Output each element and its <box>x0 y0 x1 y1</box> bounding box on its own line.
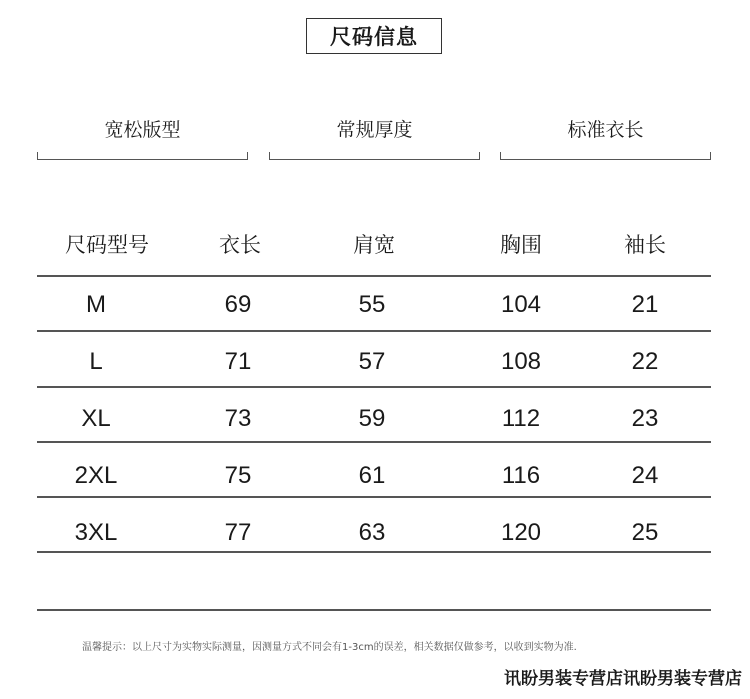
table-divider <box>37 441 711 443</box>
cell-shoulder: 55 <box>358 291 386 318</box>
cell-shoulder: 63 <box>358 519 386 546</box>
cell-sleeve: 22 <box>631 348 659 375</box>
measurement-note: 温馨提示：以上尺寸为实物实际测量，因测量方式不同会有1-3cm的误差，相关数据仅做参考，以收到实物为准. <box>82 642 577 653</box>
page-title: 尺码信息 <box>306 18 442 54</box>
table-divider <box>37 386 711 388</box>
cell-length: 71 <box>224 348 252 375</box>
table-row <box>0 347 750 377</box>
header-size: 尺码型号 <box>65 233 149 257</box>
cell-chest: 120 <box>500 519 542 546</box>
feature-label: 宽松版型 <box>104 119 181 141</box>
header-shoulder: 肩宽 <box>353 233 395 257</box>
feature-label: 标准衣长 <box>567 119 644 141</box>
cell-size: L <box>89 348 103 375</box>
feature-length <box>500 118 711 160</box>
cell-size: 2XL <box>74 462 118 489</box>
cell-sleeve: 23 <box>631 405 659 432</box>
header-length: 衣长 <box>219 233 261 257</box>
feature-label: 常规厚度 <box>336 119 413 141</box>
size-table-header <box>0 230 750 260</box>
feature-bracket <box>500 152 711 160</box>
cell-sleeve: 21 <box>631 291 659 318</box>
cell-length: 69 <box>224 291 252 318</box>
table-divider <box>37 275 711 277</box>
footer-divider <box>37 609 711 611</box>
table-row <box>0 461 750 491</box>
cell-chest: 112 <box>501 405 541 432</box>
cell-shoulder: 59 <box>358 405 386 432</box>
cell-chest: 108 <box>500 348 542 375</box>
cell-length: 73 <box>224 405 252 432</box>
shop-name: 讯盼男装专营店讯盼男装专营店 <box>504 669 742 689</box>
cell-size: 3XL <box>74 519 118 546</box>
feature-fit <box>37 118 248 160</box>
cell-chest: 116 <box>501 462 541 489</box>
table-divider <box>37 551 711 553</box>
table-divider <box>37 330 711 332</box>
table-divider <box>37 496 711 498</box>
table-row <box>0 404 750 434</box>
cell-size: M <box>86 291 106 318</box>
cell-sleeve: 24 <box>631 462 659 489</box>
cell-length: 75 <box>224 462 252 489</box>
cell-chest: 104 <box>500 291 542 318</box>
feature-bracket <box>269 152 480 160</box>
cell-sleeve: 25 <box>631 519 659 546</box>
feature-thickness <box>269 118 480 160</box>
header-chest: 胸围 <box>500 233 542 257</box>
table-row <box>0 290 750 320</box>
table-row <box>0 518 750 548</box>
cell-size: XL <box>81 405 111 432</box>
header-sleeve: 袖长 <box>624 233 666 257</box>
cell-length: 77 <box>224 519 252 546</box>
cell-shoulder: 57 <box>358 348 386 375</box>
cell-shoulder: 61 <box>358 462 386 489</box>
feature-bracket <box>37 152 248 160</box>
